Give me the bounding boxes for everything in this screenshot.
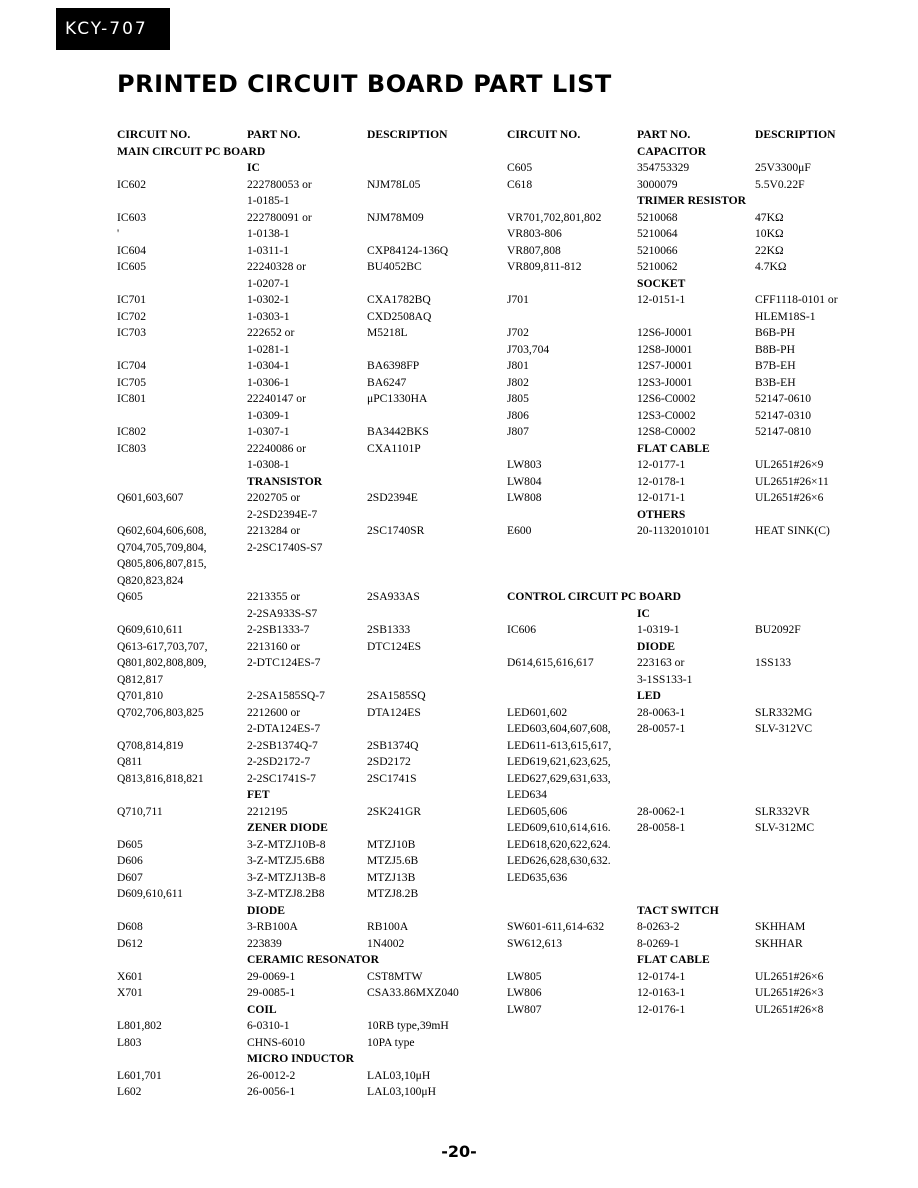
circuit-no: Q702,706,803,825 xyxy=(117,705,204,719)
description: CSA33.86MXZ040 xyxy=(367,986,459,999)
circuit-no: SW601-611,614-632 xyxy=(507,920,605,933)
circuit-no: VR807,808 xyxy=(507,243,561,257)
description: 47KΩ xyxy=(755,210,784,224)
description: 5.5V0.22F xyxy=(755,177,805,191)
description: CXA1101P xyxy=(367,441,421,455)
circuit-no: L801,802 xyxy=(117,1019,162,1032)
part-no: 8-0269-1 xyxy=(637,936,680,950)
circuit-no: LED611-613,615,617, xyxy=(507,738,612,752)
description: 22KΩ xyxy=(755,243,784,257)
part-no: 29-0085-1 xyxy=(247,986,296,999)
circuit-no: ' xyxy=(117,227,120,240)
circuit-no: Q609,610,611 xyxy=(117,623,183,636)
part-no: CHNS-6010 xyxy=(247,1035,305,1049)
part-no: 1-0185-1 xyxy=(247,194,290,207)
part-no: 2-2SB1333-7 xyxy=(247,623,310,636)
part-no: 2213284 or xyxy=(247,524,301,537)
circuit-no: IC703 xyxy=(117,326,146,339)
description: 2SB1333 xyxy=(367,623,411,636)
section-title: FLAT CABLE xyxy=(637,441,710,455)
part-no: 12-0171-1 xyxy=(637,491,686,504)
description: 1N4002 xyxy=(367,936,405,950)
section-title: OTHERS xyxy=(637,507,686,521)
circuit-no: LED626,628,630,632. xyxy=(507,854,611,867)
circuit-no: D608 xyxy=(117,920,143,933)
description: BA6398FP xyxy=(367,359,420,372)
part-no: 354753329 xyxy=(637,161,690,174)
part-no: 1-0306-1 xyxy=(247,375,290,389)
circuit-no: IC606 xyxy=(507,623,536,636)
part-no: 22240086 or xyxy=(247,441,306,455)
part-no: 2-2SA933S-S7 xyxy=(247,606,318,620)
part-no: 222780091 or xyxy=(247,210,312,224)
circuit-no: D607 xyxy=(117,870,143,884)
circuit-no: J801 xyxy=(507,359,529,372)
description: UL2651#26×3 xyxy=(755,986,824,999)
description: MTZJ10B xyxy=(367,837,416,851)
circuit-no: LW803 xyxy=(507,458,542,471)
part-no: 2213160 or xyxy=(247,639,301,653)
part-no: 5210066 xyxy=(637,243,678,257)
description: RB100A xyxy=(367,920,409,933)
part-no: 6-0310-1 xyxy=(247,1019,290,1032)
description: CXD2508AQ xyxy=(367,309,432,323)
circuit-no: Q801,802,808,809, xyxy=(117,656,207,669)
circuit-no: LED627,629,631,633, xyxy=(507,771,611,785)
part-no: 5210062 xyxy=(637,260,678,273)
part-no: 5210064 xyxy=(637,227,678,240)
description: B6B-PH xyxy=(755,326,795,339)
description: DTA124ES xyxy=(367,705,421,719)
board-title: CONTROL CIRCUIT PC BOARD xyxy=(507,590,682,603)
part-no: 2-2SD2394E-7 xyxy=(247,507,318,521)
part-no: 12S6-J0001 xyxy=(637,326,693,339)
page-number: -20- xyxy=(441,1142,477,1161)
section-title: DIODE xyxy=(637,639,676,653)
part-no: 2-2SA1585SQ-7 xyxy=(247,689,325,702)
description: UL2651#26×6 xyxy=(755,491,824,504)
circuit-no: LED635,636 xyxy=(507,870,568,884)
part-no: 1-0304-1 xyxy=(247,359,290,372)
part-no: 1-0319-1 xyxy=(637,623,680,636)
description: BU2092F xyxy=(755,623,801,636)
circuit-no: LED605,606 xyxy=(507,804,568,818)
circuit-no: IC801 xyxy=(117,392,146,405)
circuit-no: J805 xyxy=(507,392,529,405)
circuit-no: LED609,610,614,616. xyxy=(507,821,611,834)
part-no: 2-DTC124ES-7 xyxy=(247,656,321,669)
part-no: 3-1SS133-1 xyxy=(637,672,693,686)
description: CFF1118-0101 or xyxy=(755,293,838,306)
description: 10PA type xyxy=(367,1035,415,1049)
section-title: FLAT CABLE xyxy=(637,953,710,966)
part-no: 12-0163-1 xyxy=(637,986,686,999)
description: 2SC1740SR xyxy=(367,524,425,537)
description: 1SS133 xyxy=(755,656,792,669)
section-title: IC xyxy=(247,161,260,174)
circuit-no: L803 xyxy=(117,1035,142,1049)
part-no: 2-2SB1374Q-7 xyxy=(247,738,318,752)
circuit-no: C618 xyxy=(507,177,533,191)
description: 2SD2394E xyxy=(367,491,418,504)
description: DTC124ES xyxy=(367,639,422,653)
description: B3B-EH xyxy=(755,375,796,389)
part-no: 1-0207-1 xyxy=(247,276,290,290)
description: SLV-312VC xyxy=(755,722,813,735)
circuit-no: D609,610,611 xyxy=(117,887,183,900)
circuit-no: X701 xyxy=(117,986,143,999)
part-no: 2213355 or xyxy=(247,590,301,603)
circuit-no: IC701 xyxy=(117,293,146,306)
part-no: 2-2SC1740S-S7 xyxy=(247,540,323,554)
circuit-no: IC603 xyxy=(117,210,146,224)
circuit-no: L602 xyxy=(117,1085,142,1098)
description: 4.7KΩ xyxy=(755,260,787,273)
circuit-no: Q701,810 xyxy=(117,689,164,702)
part-no: 12-0174-1 xyxy=(637,969,686,983)
circuit-no: J807 xyxy=(507,425,529,438)
description: LAL03,10μH xyxy=(367,1068,431,1082)
description-header: DESCRIPTION xyxy=(367,128,448,141)
circuit-no: Q813,816,818,821 xyxy=(117,771,204,785)
section-title: IC xyxy=(637,606,650,620)
part-no-header: PART NO. xyxy=(637,128,691,141)
part-no: 3-Z-MTZJ10B-8 xyxy=(247,837,326,851)
part-no: 2212195 xyxy=(247,804,288,818)
part-no: 3-RB100A xyxy=(247,920,298,933)
description: BU4052BC xyxy=(367,260,422,273)
part-no: 223163 or xyxy=(637,656,685,669)
part-no: 2212600 or xyxy=(247,705,301,719)
circuit-no: LW805 xyxy=(507,969,542,983)
description: HEAT SINK(C) xyxy=(755,524,830,537)
page-title: PRINTED CIRCUIT BOARD PART LIST xyxy=(117,70,612,98)
section-title: CERAMIC RESONATOR xyxy=(247,953,379,966)
circuit-no: LW808 xyxy=(507,491,542,504)
part-no: 1-0311-1 xyxy=(247,243,290,257)
part-no: 12S7-J0001 xyxy=(637,359,693,372)
part-no: 1-0302-1 xyxy=(247,293,290,306)
description: UL2651#26×11 xyxy=(755,474,829,488)
part-no: 28-0062-1 xyxy=(637,804,686,818)
description: MTZJ13B xyxy=(367,870,416,884)
circuit-no: IC802 xyxy=(117,425,146,438)
circuit-no: J806 xyxy=(507,408,529,422)
part-no: 12S3-J0001 xyxy=(637,375,693,389)
part-no: 12S8-C0002 xyxy=(637,425,696,438)
part-no: 222780053 or xyxy=(247,177,312,191)
description: SKHHAR xyxy=(755,936,803,950)
section-title: TACT SWITCH xyxy=(637,903,719,917)
circuit-no: D605 xyxy=(117,837,143,851)
circuit-no: LED601,602 xyxy=(507,705,568,719)
circuit-no: Q605 xyxy=(117,590,143,603)
circuit-no: Q811 xyxy=(117,755,143,768)
part-no: 22240147 or xyxy=(247,392,306,405)
part-no: 2-DTA124ES-7 xyxy=(247,722,321,735)
description: 52147-0310 xyxy=(755,408,812,422)
circuit-no: D606 xyxy=(117,854,143,867)
part-no: 1-0309-1 xyxy=(247,408,290,422)
circuit-no: Q805,806,807,815, xyxy=(117,557,207,570)
section-title: MICRO INDUCTOR xyxy=(247,1052,355,1065)
section-title: ZENER DIODE xyxy=(247,821,328,834)
part-no: 28-0058-1 xyxy=(637,821,686,834)
description: 2SC1741S xyxy=(367,771,417,785)
circuit-no: Q812,817 xyxy=(117,672,164,686)
part-no: 8-0263-2 xyxy=(637,920,680,933)
circuit-no: LED634 xyxy=(507,788,547,801)
description: 2SA933AS xyxy=(367,590,420,603)
part-no: 12-0178-1 xyxy=(637,474,686,488)
circuit-no: LW806 xyxy=(507,986,542,999)
description: NJM78L05 xyxy=(367,177,421,191)
description: M5218L xyxy=(367,326,408,339)
description: SKHHAM xyxy=(755,920,806,933)
description: BA6247 xyxy=(367,375,407,389)
description: 10KΩ xyxy=(755,227,784,240)
description: 25V3300μF xyxy=(755,161,811,174)
description: SLR332MG xyxy=(755,705,813,719)
part-no: 26-0056-1 xyxy=(247,1085,296,1098)
circuit-no-header: CIRCUIT NO. xyxy=(117,128,191,141)
description: SLV-312MC xyxy=(755,821,815,834)
circuit-no: Q704,705,709,804, xyxy=(117,540,207,554)
circuit-no: Q601,603,607 xyxy=(117,491,184,504)
description: CXA1782BQ xyxy=(367,293,431,306)
circuit-no: LW807 xyxy=(507,1002,542,1016)
description: B8B-PH xyxy=(755,342,795,356)
model-tag: KCY-707 xyxy=(56,8,170,50)
circuit-no: VR701,702,801,802 xyxy=(507,210,602,224)
description: UL2651#26×9 xyxy=(755,458,824,471)
circuit-no: L601,701 xyxy=(117,1068,162,1082)
section-title: FET xyxy=(247,788,270,801)
circuit-no: J703,704 xyxy=(507,342,550,356)
circuit-no: VR803-806 xyxy=(507,227,562,240)
section-title: CAPACITOR xyxy=(637,144,707,158)
description: 10RB type,39mH xyxy=(367,1019,449,1032)
section-title: LED xyxy=(637,689,661,702)
part-no: 1-0308-1 xyxy=(247,458,290,471)
description: 2SA1585SQ xyxy=(367,689,426,702)
part-no: 26-0012-2 xyxy=(247,1068,296,1082)
part-no: 20-1132010101 xyxy=(637,524,710,537)
circuit-no: Q820,823,824 xyxy=(117,573,184,587)
circuit-no: VR809,811-812 xyxy=(507,260,582,273)
section-title: DIODE xyxy=(247,903,286,917)
part-no: 22240328 or xyxy=(247,260,306,273)
part-no: 3-Z-MTZJ13B-8 xyxy=(247,870,326,884)
description: 2SD2172 xyxy=(367,755,411,768)
circuit-no: Q613-617,703,707, xyxy=(117,639,208,653)
description: UL2651#26×6 xyxy=(755,969,824,983)
circuit-no: LED618,620,622,624. xyxy=(507,837,611,851)
circuit-no: X601 xyxy=(117,969,143,983)
description: μPC1330HA xyxy=(367,392,428,405)
section-title: TRANSISTOR xyxy=(247,474,323,488)
description: CST8MTW xyxy=(367,969,423,983)
part-no: 12S6-C0002 xyxy=(637,392,696,405)
part-no: 3-Z-MTZJ8.2B8 xyxy=(247,887,325,900)
description: 52147-0610 xyxy=(755,392,812,405)
description: 52147-0810 xyxy=(755,425,812,438)
section-title: TRIMER RESISTOR xyxy=(637,194,746,207)
circuit-no: E600 xyxy=(507,524,532,537)
description: SLR332VR xyxy=(755,804,810,818)
board-title: MAIN CIRCUIT PC BOARD xyxy=(117,144,266,158)
section-title: COIL xyxy=(247,1002,277,1016)
part-no: 2-2SD2172-7 xyxy=(247,755,311,768)
description: LAL03,100μH xyxy=(367,1085,437,1098)
description: CXP84124-136Q xyxy=(367,243,449,257)
description: MTZJ5.6B xyxy=(367,854,419,867)
part-no: 1-0307-1 xyxy=(247,425,290,438)
part-no: 29-0069-1 xyxy=(247,969,296,983)
part-no: 3000079 xyxy=(637,177,678,191)
part-no: 3-Z-MTZJ5.6B8 xyxy=(247,854,325,867)
description: B7B-EH xyxy=(755,359,796,372)
part-no-header: PART NO. xyxy=(247,128,301,141)
part-no: 223839 xyxy=(247,936,282,950)
circuit-no: IC704 xyxy=(117,359,146,372)
description: MTZJ8.2B xyxy=(367,887,419,900)
part-no: 2-2SC1741S-7 xyxy=(247,771,316,785)
circuit-no: LED619,621,623,625, xyxy=(507,755,611,768)
circuit-no: Q602,604,606,608, xyxy=(117,524,207,537)
circuit-no: SW612,613 xyxy=(507,936,563,950)
circuit-no: J701 xyxy=(507,293,529,306)
part-no: 12-0151-1 xyxy=(637,293,686,306)
circuit-no: IC705 xyxy=(117,375,146,389)
circuit-no: LW804 xyxy=(507,474,542,488)
circuit-no: D614,615,616,617 xyxy=(507,656,594,669)
description: 2SB1374Q xyxy=(367,738,419,752)
part-no: 12S3-C0002 xyxy=(637,408,696,422)
description: BA3442BKS xyxy=(367,425,429,438)
description: 2SK241GR xyxy=(367,804,422,818)
section-title: SOCKET xyxy=(637,276,686,290)
part-no: 28-0063-1 xyxy=(637,705,686,719)
circuit-no: Q710,711 xyxy=(117,804,163,818)
circuit-no: Q708,814,819 xyxy=(117,738,184,752)
part-no: 1-0281-1 xyxy=(247,342,290,356)
circuit-no-header: CIRCUIT NO. xyxy=(507,128,581,141)
circuit-no: D612 xyxy=(117,936,143,950)
circuit-no: LED603,604,607,608, xyxy=(507,722,611,735)
circuit-no: IC604 xyxy=(117,243,146,257)
description: HLEM18S-1 xyxy=(755,309,816,323)
part-no: 2202705 or xyxy=(247,491,301,504)
circuit-no: IC605 xyxy=(117,260,146,273)
part-no: 5210068 xyxy=(637,210,678,224)
circuit-no: IC602 xyxy=(117,177,146,191)
part-no: 12-0177-1 xyxy=(637,458,686,471)
description: UL2651#26×8 xyxy=(755,1002,824,1016)
part-no: 1-0303-1 xyxy=(247,309,290,323)
circuit-no: J802 xyxy=(507,375,529,389)
description-header: DESCRIPTION xyxy=(755,128,836,141)
part-no: 12-0176-1 xyxy=(637,1002,686,1016)
part-no: 1-0138-1 xyxy=(247,227,290,240)
circuit-no: IC702 xyxy=(117,309,146,323)
description: NJM78M09 xyxy=(367,210,424,224)
circuit-no: IC803 xyxy=(117,441,146,455)
part-no: 12S8-J0001 xyxy=(637,342,693,356)
circuit-no: J702 xyxy=(507,326,529,339)
part-no: 222652 or xyxy=(247,326,295,339)
circuit-no: C605 xyxy=(507,161,533,174)
part-no: 28-0057-1 xyxy=(637,722,686,735)
